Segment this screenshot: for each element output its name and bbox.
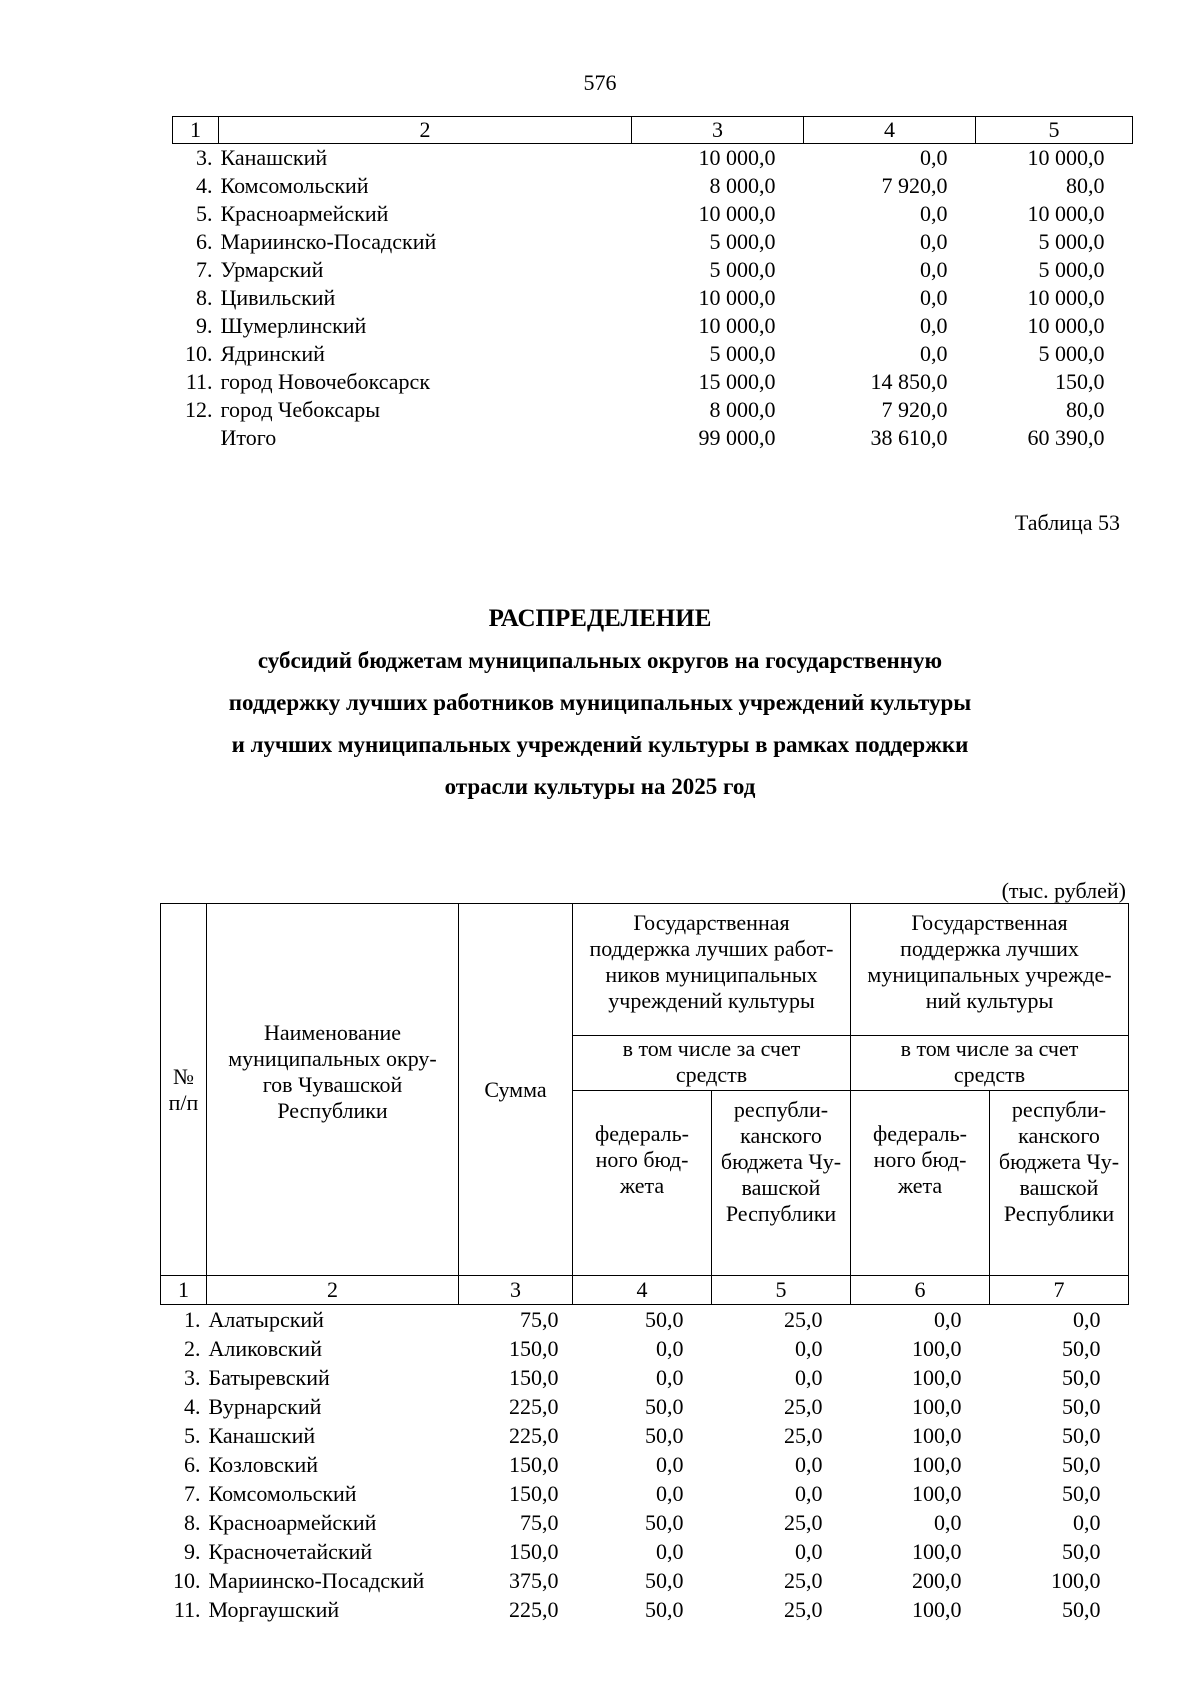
- district-name: Красноармейский: [220, 201, 389, 226]
- row-number: 12.: [185, 397, 213, 422]
- amount-cell: 14 850,0: [870, 369, 948, 394]
- row-number: 11.: [185, 369, 213, 394]
- district-name: город Чебоксары: [220, 397, 381, 422]
- amount-cell: 0,0: [920, 201, 948, 226]
- amount-cell: 5 000,0: [709, 229, 776, 254]
- amount-cell: 7 920,0: [881, 397, 948, 422]
- row-number: 10.: [185, 341, 213, 366]
- document-title: [0, 598, 1200, 808]
- amount-cell: 100,0: [912, 1452, 962, 1477]
- district-name: Батыревский: [208, 1365, 330, 1390]
- amount-cell: 75,0: [520, 1307, 559, 1332]
- table-row: [173, 200, 1133, 228]
- amount-cell: 5 000,0: [1038, 341, 1105, 366]
- table-header-row: [161, 904, 1129, 1036]
- row-number: 1.: [184, 1307, 201, 1332]
- amount-cell: 0,0: [934, 1510, 962, 1535]
- amount-cell: 0,0: [656, 1539, 684, 1564]
- table-row: [161, 1363, 1129, 1392]
- header-name: Наименование муниципальных окру- гов Чувашской Республики: [207, 904, 459, 1276]
- amount-cell: 50,0: [645, 1423, 684, 1448]
- amount-cell: 100,0: [912, 1597, 962, 1622]
- row-number: 6.: [196, 229, 213, 254]
- title-line: отрасли культуры на 2025 год: [444, 774, 756, 799]
- amount-cell: 15 000,0: [698, 369, 776, 394]
- amount-cell: 50,0: [645, 1394, 684, 1419]
- amount-cell: 10 000,0: [698, 145, 776, 170]
- amount-cell: 60 390,0: [1027, 425, 1105, 450]
- table-row: [161, 1537, 1129, 1566]
- amount-cell: 50,0: [645, 1510, 684, 1535]
- row-number: 9.: [196, 313, 213, 338]
- amount-cell: 50,0: [1062, 1423, 1101, 1448]
- title-main: РАСПРЕДЕЛЕНИЕ: [488, 605, 712, 632]
- district-name: Аликовский: [208, 1336, 322, 1361]
- amount-cell: 25,0: [784, 1394, 823, 1419]
- amount-cell: 0,0: [795, 1336, 823, 1361]
- table-row: [173, 340, 1133, 368]
- row-number: 7.: [196, 257, 213, 282]
- amount-cell: 150,0: [509, 1336, 559, 1361]
- amount-cell: 50,0: [1062, 1539, 1101, 1564]
- column-number: 4: [573, 1276, 712, 1305]
- amount-cell: 0,0: [934, 1307, 962, 1332]
- title-line: и лучших муниципальных учреждений культуры в рамках поддержки: [231, 732, 969, 757]
- header-number: № п/п: [161, 904, 207, 1276]
- amount-cell: 0,0: [920, 285, 948, 310]
- amount-cell: 10 000,0: [1027, 313, 1105, 338]
- amount-cell: 50,0: [1062, 1336, 1101, 1361]
- amount-cell: 50,0: [645, 1597, 684, 1622]
- amount-cell: 0,0: [656, 1336, 684, 1361]
- amount-cell: 100,0: [1051, 1568, 1101, 1593]
- row-number: 6.: [184, 1452, 201, 1477]
- amount-cell: 99 000,0: [698, 425, 776, 450]
- amount-cell: 5 000,0: [709, 341, 776, 366]
- table-row: [173, 312, 1133, 340]
- district-name: Комсомольский: [208, 1481, 357, 1506]
- district-name: Урмарский: [220, 257, 324, 282]
- amount-cell: 100,0: [912, 1539, 962, 1564]
- column-number: 1: [173, 117, 219, 144]
- column-number: 6: [851, 1276, 990, 1305]
- column-number: 5: [712, 1276, 851, 1305]
- table-header-row: [173, 117, 1133, 144]
- amount-cell: 50,0: [1062, 1481, 1101, 1506]
- amount-cell: 225,0: [509, 1394, 559, 1419]
- amount-cell: 80,0: [1066, 397, 1105, 422]
- district-name: Мариинско-Посадский: [220, 229, 437, 254]
- amount-cell: 0,0: [920, 341, 948, 366]
- table-row: [161, 1334, 1129, 1363]
- amount-cell: 200,0: [912, 1568, 962, 1593]
- amount-cell: 0,0: [656, 1452, 684, 1477]
- amount-cell: 0,0: [795, 1452, 823, 1477]
- amount-cell: 10 000,0: [1027, 285, 1105, 310]
- amount-cell: 25,0: [784, 1510, 823, 1535]
- amount-cell: 150,0: [509, 1365, 559, 1390]
- row-number: 7.: [184, 1481, 201, 1506]
- table-caption: Таблица 53: [1014, 510, 1120, 535]
- column-number-row: [161, 1276, 1129, 1305]
- table-row: [161, 1305, 1129, 1335]
- district-name: Канашский: [220, 145, 328, 170]
- district-name: Вурнарский: [208, 1394, 322, 1419]
- amount-cell: 0,0: [656, 1365, 684, 1390]
- table-row: [173, 396, 1133, 424]
- amount-cell: 50,0: [645, 1568, 684, 1593]
- column-number: 4: [804, 117, 976, 144]
- amount-cell: 100,0: [912, 1423, 962, 1448]
- amount-cell: 0,0: [795, 1539, 823, 1564]
- title-line: субсидий бюджетам муниципальных округов на государственную: [257, 648, 943, 673]
- column-number: 3: [459, 1276, 573, 1305]
- header-federal: федераль- ного бюд- жета: [573, 1091, 712, 1276]
- row-number: 5.: [196, 201, 213, 226]
- amount-cell: 0,0: [920, 145, 948, 170]
- amount-cell: 25,0: [784, 1423, 823, 1448]
- amount-cell: 150,0: [509, 1539, 559, 1564]
- amount-cell: 100,0: [912, 1394, 962, 1419]
- amount-cell: 0,0: [1073, 1307, 1101, 1332]
- amount-cell: 150,0: [509, 1452, 559, 1477]
- amount-cell: 50,0: [1062, 1365, 1101, 1390]
- amount-cell: 5 000,0: [709, 257, 776, 282]
- district-name: Козловский: [208, 1452, 319, 1477]
- amount-cell: 375,0: [509, 1568, 559, 1593]
- district-name: Алатырский: [208, 1307, 324, 1332]
- amount-cell: 10 000,0: [1027, 145, 1105, 170]
- header-republican: республи- канского бюджета Чу- вашской Республики: [990, 1091, 1129, 1276]
- distribution-table-continued: [172, 116, 1133, 452]
- district-name: Шумерлинский: [220, 313, 367, 338]
- header-republican: республи- канского бюджета Чу- вашской Республики: [712, 1091, 851, 1276]
- amount-cell: 50,0: [1062, 1394, 1101, 1419]
- row-number: 9.: [184, 1539, 201, 1564]
- amount-cell: 0,0: [795, 1481, 823, 1506]
- header-federal: федераль- ного бюд- жета: [851, 1091, 990, 1276]
- header-group-institutions: Государственная поддержка лучших муниципальных учрежде- ний культуры: [851, 904, 1129, 1036]
- amount-cell: 8 000,0: [709, 397, 776, 422]
- amount-cell: 100,0: [912, 1481, 962, 1506]
- row-number: 10.: [173, 1568, 201, 1593]
- row-number: 8.: [196, 285, 213, 310]
- amount-cell: 75,0: [520, 1510, 559, 1535]
- amount-cell: 0,0: [795, 1365, 823, 1390]
- amount-cell: 0,0: [656, 1481, 684, 1506]
- table-row: [173, 228, 1133, 256]
- table-row: [161, 1421, 1129, 1450]
- table-row: [173, 256, 1133, 284]
- amount-cell: 10 000,0: [698, 201, 776, 226]
- amount-cell: 5 000,0: [1038, 229, 1105, 254]
- amount-cell: 10 000,0: [698, 313, 776, 338]
- table-row: [161, 1508, 1129, 1537]
- amount-cell: 5 000,0: [1038, 257, 1105, 282]
- district-name: Итого: [220, 425, 277, 450]
- district-name: Комсомольский: [220, 173, 369, 198]
- header-including: в том числе за счет средств: [851, 1036, 1129, 1091]
- amount-cell: 10 000,0: [698, 285, 776, 310]
- subsidy-distribution-table: [160, 903, 1129, 1624]
- district-name: Цивильский: [220, 285, 336, 310]
- table-row: [173, 144, 1133, 173]
- amount-cell: 10 000,0: [1027, 201, 1105, 226]
- district-name: Моргаушский: [208, 1597, 340, 1622]
- amount-cell: 38 610,0: [870, 425, 948, 450]
- row-number: 4.: [196, 173, 213, 198]
- amount-cell: 25,0: [784, 1568, 823, 1593]
- header-group-workers: Государственная поддержка лучших работ- ников муниципальных учреждений культуры: [573, 904, 851, 1036]
- amount-cell: 25,0: [784, 1597, 823, 1622]
- column-number: 5: [976, 117, 1133, 144]
- column-number: 7: [990, 1276, 1129, 1305]
- amount-cell: 0,0: [920, 257, 948, 282]
- amount-cell: 0,0: [920, 229, 948, 254]
- table-row: [161, 1479, 1129, 1508]
- table-row: [161, 1566, 1129, 1595]
- row-number: 3.: [184, 1365, 201, 1390]
- row-number: 3.: [196, 145, 213, 170]
- column-number: 3: [632, 117, 804, 144]
- header-including: в том числе за счет средств: [573, 1036, 851, 1091]
- amount-cell: 100,0: [912, 1365, 962, 1390]
- amount-cell: 225,0: [509, 1423, 559, 1448]
- table-row: [161, 1595, 1129, 1624]
- row-number: [173, 424, 219, 452]
- district-name: Красноармейский: [208, 1510, 377, 1535]
- title-line: поддержку лучших работников муниципальных учреждений культуры: [228, 690, 972, 715]
- column-number: 1: [161, 1276, 207, 1305]
- amount-cell: 7 920,0: [881, 173, 948, 198]
- district-name: Канашский: [208, 1423, 316, 1448]
- amount-cell: 50,0: [1062, 1597, 1101, 1622]
- row-number: 2.: [184, 1336, 201, 1361]
- page-number: 576: [583, 70, 617, 95]
- header-sum: Сумма: [459, 904, 573, 1276]
- amount-cell: 25,0: [784, 1307, 823, 1332]
- column-number: 2: [219, 117, 632, 144]
- table-row: [173, 368, 1133, 396]
- row-number: 11.: [173, 1597, 201, 1622]
- table-row: [161, 1392, 1129, 1421]
- table-row: [173, 284, 1133, 312]
- amount-cell: 150,0: [509, 1481, 559, 1506]
- column-number: 2: [207, 1276, 459, 1305]
- district-name: город Новочебоксарск: [220, 369, 431, 394]
- table-row: [161, 1450, 1129, 1479]
- row-number: 4.: [184, 1394, 201, 1419]
- district-name: Красночетайский: [208, 1539, 373, 1564]
- amount-cell: 225,0: [509, 1597, 559, 1622]
- units-label: (тыс. рублей): [1001, 878, 1126, 903]
- district-name: Ядринский: [220, 341, 325, 366]
- district-name: Мариинско-Посадский: [208, 1568, 425, 1593]
- table-row: [173, 424, 1133, 452]
- row-number: 5.: [184, 1423, 201, 1448]
- table-row: [173, 172, 1133, 200]
- amount-cell: 0,0: [920, 313, 948, 338]
- amount-cell: 8 000,0: [709, 173, 776, 198]
- row-number: 8.: [184, 1510, 201, 1535]
- amount-cell: 50,0: [1062, 1452, 1101, 1477]
- amount-cell: 50,0: [645, 1307, 684, 1332]
- amount-cell: 80,0: [1066, 173, 1105, 198]
- amount-cell: 0,0: [1073, 1510, 1101, 1535]
- amount-cell: 150,0: [1055, 369, 1105, 394]
- amount-cell: 100,0: [912, 1336, 962, 1361]
